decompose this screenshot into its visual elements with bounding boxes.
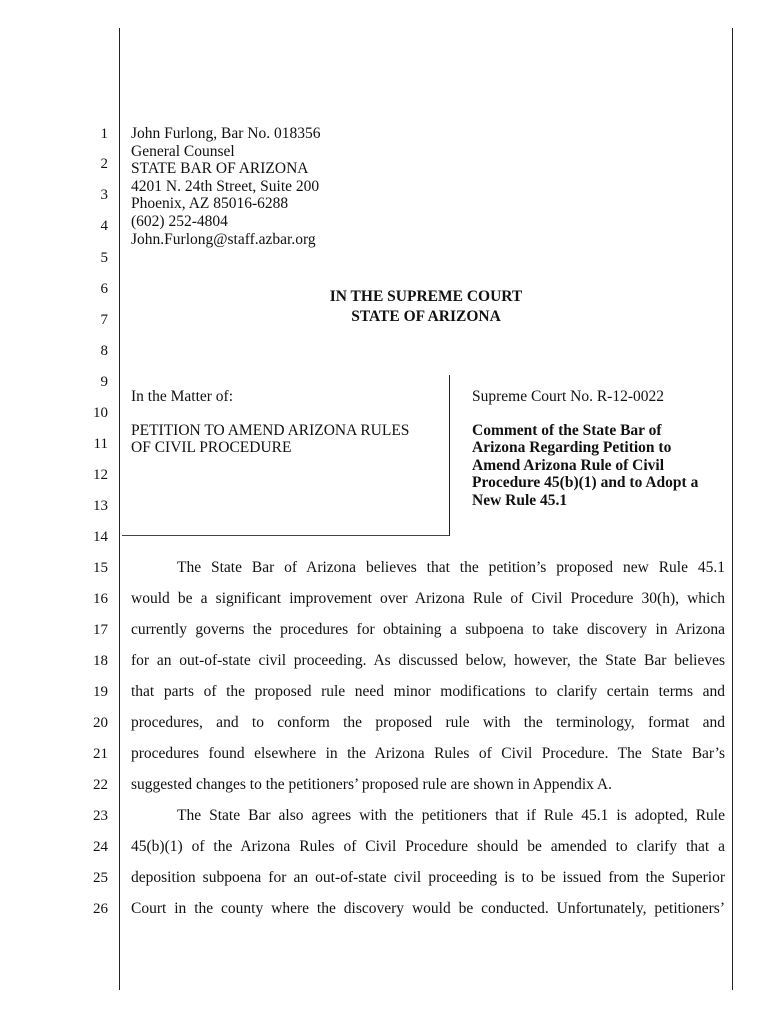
line-number: 4: [100, 218, 108, 234]
line-number: 3: [100, 187, 108, 203]
body-text-line: currently governs the procedures for obtaining a subpoena to take discovery in Arizona: [131, 621, 725, 638]
body-text-line: Court in the county where the discovery would be conducted. Unfortunately, petitioners’: [131, 900, 725, 917]
line-number: 21: [93, 746, 108, 762]
street-address: 4201 N. 24th Street, Suite 200: [131, 177, 320, 195]
line-number: 8: [100, 343, 108, 359]
attorney-name: John Furlong, Bar No. 018356: [131, 125, 321, 142]
line-number: 18: [93, 653, 108, 669]
phone-number: (602) 252-4804: [131, 212, 228, 230]
attorney-header: [131, 125, 320, 248]
body-text-line: that parts of the proposed rule need minor modifications to clarify certain terms and: [131, 683, 725, 700]
court-name: IN THE SUPREME COURT: [329, 288, 523, 305]
comment-title: [472, 422, 727, 510]
body-text-line: procedures found elsewhere in the Arizona Rules of Civil Procedure. The State Bar’s: [131, 745, 725, 762]
line-number: 14: [93, 529, 108, 545]
petition-title-line-2: OF CIVIL PROCEDURE: [131, 439, 292, 456]
left-margin-rule: [119, 28, 120, 990]
line-number: 20: [93, 715, 108, 731]
caption-divider-horizontal: [122, 535, 449, 536]
organization-name: STATE BAR OF ARIZONA: [131, 160, 309, 178]
court-state: STATE OF ARIZONA: [351, 308, 501, 325]
line-number: 25: [93, 870, 108, 886]
line-number: 5: [100, 250, 108, 266]
line-number: 7: [100, 312, 108, 328]
body-text-line: suggested changes to the petitioners’ proposed rule are shown in Appendix A.: [131, 776, 612, 793]
comment-title-line: New Rule 45.1: [472, 491, 568, 509]
comment-title-line: Comment of the State Bar of: [472, 421, 662, 439]
line-number: 16: [93, 591, 108, 607]
line-number: 10: [93, 405, 108, 421]
line-number: 6: [100, 281, 108, 297]
body-text-line: The State Bar also agrees with the petitioners that if Rule 45.1 is adopted, Rule: [177, 807, 725, 824]
attorney-title: General Counsel: [131, 142, 235, 160]
body-text-line: The State Bar of Arizona believes that the petition’s proposed new Rule 45.1: [177, 559, 725, 576]
petition-title-line-1: PETITION TO AMEND ARIZONA RULES: [131, 421, 410, 439]
line-number: 26: [93, 901, 108, 917]
line-number: 11: [93, 436, 108, 452]
body-text-line: would be a significant improvement over Arizona Rule of Civil Procedure 30(h), which: [131, 590, 725, 607]
caption-divider-vertical: [449, 375, 450, 536]
comment-title-line: Procedure 45(b)(1) and to Adopt a: [472, 474, 699, 491]
comment-title-line: Arizona Regarding Petition to: [472, 439, 672, 456]
line-number: 1: [100, 126, 108, 142]
body-text-line: for an out-of-state civil proceeding. As discussed below, however, the State Bar believes: [131, 652, 725, 669]
right-margin-rule: [732, 28, 733, 990]
case-caption-left: [131, 388, 409, 457]
body-text-line: 45(b)(1) of the Arizona Rules of Civil Procedure should be amended to clarify that a: [131, 838, 725, 855]
line-number: 13: [93, 498, 108, 514]
line-number: 12: [93, 467, 108, 483]
comment-title-line: Amend Arizona Rule of Civil: [472, 456, 665, 474]
case-caption-right: [472, 388, 727, 509]
matter-label: In the Matter of:: [131, 388, 234, 405]
line-number: 24: [93, 839, 108, 855]
line-number: 23: [93, 808, 108, 824]
body-text-line: procedures, and to conform the proposed rule with the terminology, format and: [131, 714, 725, 731]
case-number: Supreme Court No. R-12-0022: [472, 388, 665, 405]
line-number: 19: [93, 684, 108, 700]
body-text-line: deposition subpoena for an out-of-state civil proceeding is to be issued from the Superior: [131, 869, 725, 886]
line-number: 15: [93, 560, 108, 576]
line-number: 22: [93, 777, 108, 793]
line-number: 2: [100, 156, 108, 172]
line-number: 9: [100, 374, 108, 390]
city-state-zip: Phoenix, AZ 85016-6288: [131, 195, 289, 213]
line-number: 17: [93, 622, 108, 638]
email-address: John.Furlong@staff.azbar.org: [131, 230, 316, 248]
